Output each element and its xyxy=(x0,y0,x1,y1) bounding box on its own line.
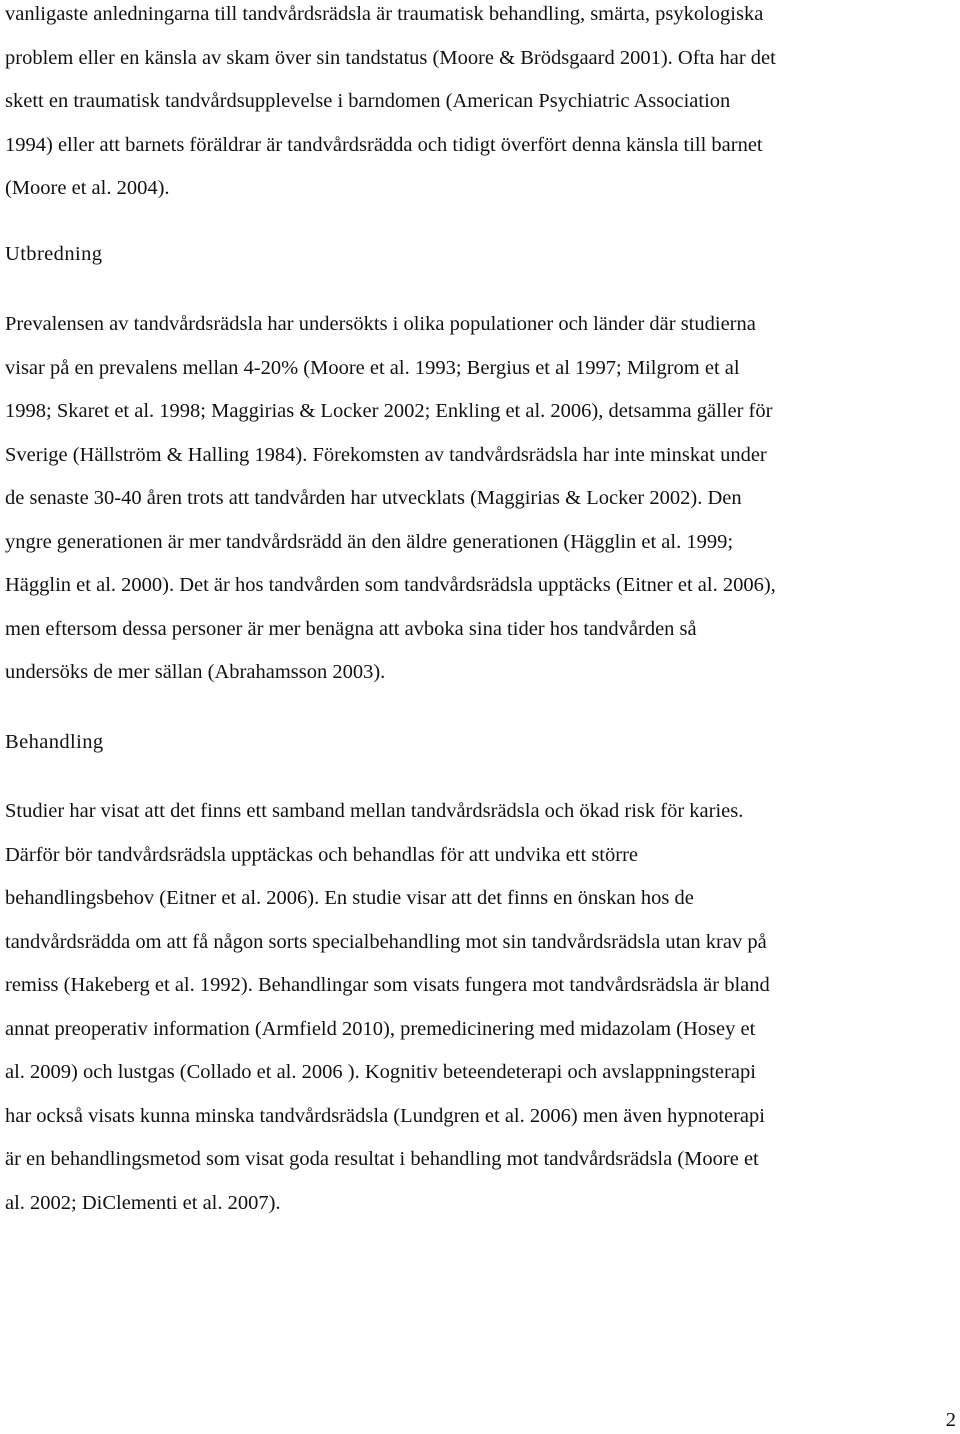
paragraph-line: Hägglin et al. 2000). Det är hos tandvården som tandvårdsrädsla upptäcks (Eitner et al. 2006), xyxy=(5,574,776,596)
paragraph-line: Därför bör tandvårdsrädsla upptäckas och behandlas för att undvika ett större xyxy=(5,843,638,866)
paragraph-line: men eftersom dessa personer är mer benägna att avboka sina tider hos tandvården så xyxy=(5,617,697,640)
paragraph-line: är en behandlingsmetod som visat goda resultat i behandling mot tandvårdsrädsla (Moore et xyxy=(5,1148,759,1170)
paragraph-line: vanligaste anledningarna till tandvårdsrädsla är traumatisk behandling, smärta, psykologiska xyxy=(5,3,764,25)
paragraph-line: al. 2002; DiClementi et al. 2007). xyxy=(5,1191,281,1214)
section-heading-behandling: Behandling xyxy=(5,731,104,753)
paragraph-line: annat preoperativ information (Armfield 2010), premedicinering med midazolam (Hosey et xyxy=(5,1017,756,1040)
paragraph-line: (Moore et al. 2004). xyxy=(5,177,170,199)
paragraph-line: Sverige (Hällström & Halling 1984). Förekomsten av tandvårdsrädsla har inte minskat under xyxy=(5,443,767,466)
paragraph-line: tandvårdsrädda om att få någon sorts specialbehandling mot sin tandvårdsrädsla utan krav på xyxy=(5,930,767,953)
section-heading-utbredning: Utbredning xyxy=(5,243,103,265)
paragraph-line: har också visats kunna minska tandvårdsrädsla (Lundgren et al. 2006) men även hypnoterapi xyxy=(5,1104,765,1127)
page-number: 2 xyxy=(945,1409,956,1431)
behandling-paragraph xyxy=(5,790,770,1225)
intro-paragraph xyxy=(5,0,776,211)
paragraph-line: 1998; Skaret et al. 1998; Maggirias & Locker 2002; Enkling et al. 2006), detsamma gäller för xyxy=(5,400,773,422)
paragraph-line: remiss (Hakeberg et al. 1992). Behandlingar som visats fungera mot tandvårdsrädsla är bland xyxy=(5,974,770,996)
paragraph-line: undersöks de mer sällan (Abrahamsson 2003). xyxy=(5,661,386,683)
paragraph-line: 1994) eller att barnets föräldrar är tandvårdsrädda och tidigt överfört denna känsla till barnet xyxy=(5,133,763,156)
paragraph-line: problem eller en känsla av skam över sin tandstatus (Moore & Brödsgaard 2001). Ofta har det xyxy=(5,46,776,69)
paragraph-line: Studier har visat att det finns ett samband mellan tandvårdsrädsla och ökad risk för karies. xyxy=(5,800,744,822)
paragraph-line: de senaste 30-40 åren trots att tandvården har utvecklats (Maggirias & Locker 2002). Den xyxy=(5,487,742,509)
paragraph-line: behandlingsbehov (Eitner et al. 2006). En studie visar att det finns en önskan hos de xyxy=(5,887,694,909)
paragraph-line: al. 2009) och lustgas (Collado et al. 2006 ). Kognitiv beteendeterapi och avslappningsterapi xyxy=(5,1061,756,1083)
utbredning-paragraph xyxy=(5,303,776,695)
paragraph-line: Prevalensen av tandvårdsrädsla har undersökts i olika populationer och länder där studierna xyxy=(5,313,756,335)
paragraph-line: skett en traumatisk tandvårdsupplevelse i barndomen (American Psychiatric Association xyxy=(5,90,731,112)
paragraph-line: visar på en prevalens mellan 4-20% (Moore et al. 1993; Bergius et al 1997; Milgrom et al xyxy=(5,356,740,379)
paragraph-line: yngre generationen är mer tandvårdsrädd än den äldre generationen (Hägglin et al. 1999; xyxy=(5,530,734,553)
